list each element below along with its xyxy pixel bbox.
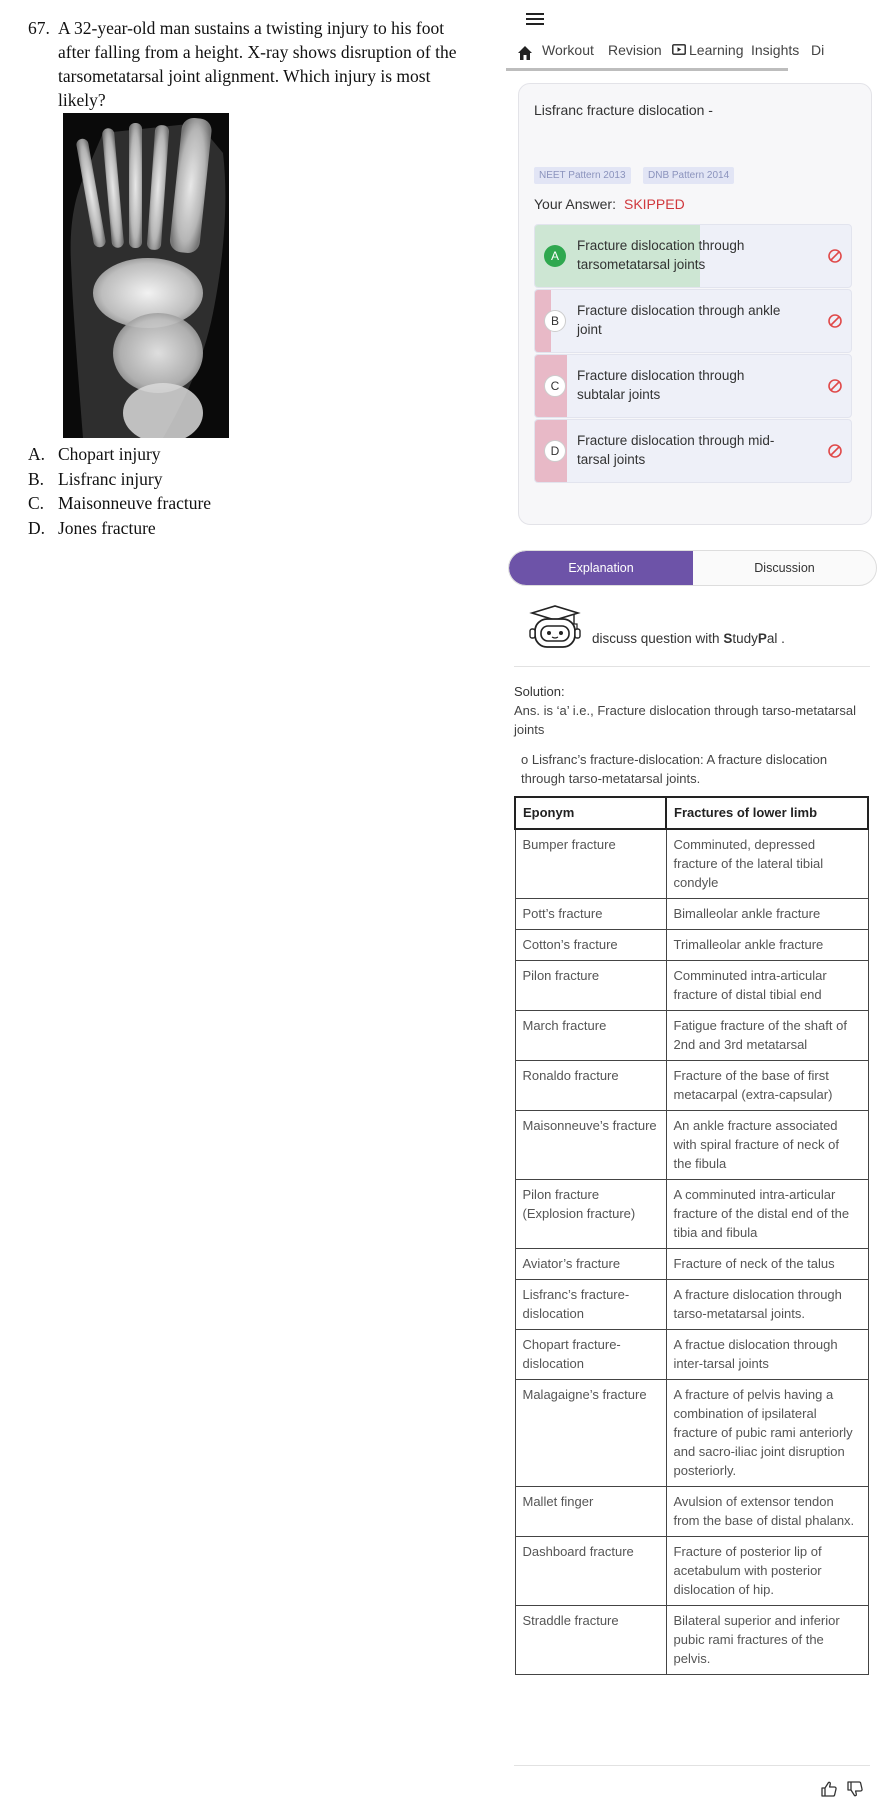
menu-icon[interactable] xyxy=(524,8,546,30)
tag-dnb: DNB Pattern 2014 xyxy=(643,167,734,184)
table-row xyxy=(515,1180,868,1249)
eponym-cell: Pilon fracture (Explosion fracture) xyxy=(515,1180,666,1249)
option-badge: A xyxy=(544,245,566,267)
eponym-cell: Ronaldo fracture xyxy=(515,1061,666,1111)
table-row xyxy=(515,1330,868,1380)
table-row xyxy=(515,961,868,1011)
answer-card xyxy=(518,83,872,525)
table-row xyxy=(515,1061,868,1111)
blocked-icon xyxy=(827,443,843,459)
studypal-text: discuss question with StudyPal . xyxy=(592,631,785,646)
eponym-cell: Pott’s fracture xyxy=(515,899,666,930)
description-cell: Bilateral superior and inferior pubic rami fractures of the pelvis. xyxy=(666,1606,868,1675)
eponym-cell: Pilon fracture xyxy=(515,961,666,1011)
answer-status: SKIPPED xyxy=(623,196,685,212)
answer-option-c[interactable] xyxy=(534,354,852,418)
description-cell: Trimalleolar ankle fracture xyxy=(666,930,868,961)
table-row xyxy=(515,829,868,899)
eponym-cell: Malagaigne’s fracture xyxy=(515,1380,666,1487)
top-nav xyxy=(506,38,877,72)
option-text: Fracture dislocation through subtalar joints xyxy=(577,368,745,402)
tab-revision[interactable]: Revision xyxy=(608,42,662,58)
option-badge: C xyxy=(544,375,566,397)
tab-workout[interactable]: Workout xyxy=(542,42,594,58)
description-cell: A fractue dislocation through inter-tarsal joints xyxy=(666,1330,868,1380)
option-badge: D xyxy=(544,440,566,462)
tag-neet: NEET Pattern 2013 xyxy=(534,167,631,184)
question-text-block xyxy=(28,16,468,112)
table-header-row xyxy=(515,797,868,829)
description-cell: Fracture of neck of the talus xyxy=(666,1249,868,1280)
tab-insights[interactable]: Insights xyxy=(751,42,800,58)
table-row xyxy=(515,1606,868,1675)
robot-graduate-icon xyxy=(526,603,584,651)
table-header: Eponym xyxy=(515,797,666,829)
table-header: Fractures of lower limb xyxy=(666,797,868,829)
tab-explanation[interactable]: Explanation xyxy=(509,551,693,585)
tab-discussion[interactable]: Discussion xyxy=(754,561,815,575)
eponym-cell: Bumper fracture xyxy=(515,829,666,899)
description-cell: A fracture of pelvis having a combination of ipsilateral fracture of pubic rami anteriorly and sacro-iliac joint disruption posteriorly. xyxy=(666,1380,868,1487)
divider xyxy=(514,1765,870,1766)
solution-heading: Solution: xyxy=(514,684,565,699)
tab-learning[interactable]: Learning xyxy=(672,42,744,58)
description-cell: Bimalleolar ankle fracture xyxy=(666,899,868,930)
table-row xyxy=(515,1011,868,1061)
question-option-d: D. Jones fracture xyxy=(28,517,156,538)
answer-option-a[interactable] xyxy=(534,224,852,288)
explanation-tabs xyxy=(508,550,877,586)
description-cell: Fracture of the base of first metacarpal (extra-capsular) xyxy=(666,1061,868,1111)
question-option-a: A. Chopart injury xyxy=(28,444,161,464)
eponym-cell: Straddle fracture xyxy=(515,1606,666,1675)
blocked-icon xyxy=(827,313,843,329)
studypal-link[interactable] xyxy=(526,603,866,653)
option-text: Fracture dislocation through tarsometatarsal joints xyxy=(577,238,745,272)
blocked-icon xyxy=(827,378,843,394)
eponym-cell: Chopart fracture-dislocation xyxy=(515,1330,666,1380)
pattern-tags xyxy=(534,165,742,184)
description-cell: Comminuted intra-articular fracture of distal tibial end xyxy=(666,961,868,1011)
eponym-cell: Lisfranc’s fracture-dislocation xyxy=(515,1280,666,1330)
question-option-c: C. Maisonneuve fracture xyxy=(28,493,212,513)
table-row xyxy=(515,1111,868,1180)
option-text: Fracture dislocation through ankle joint xyxy=(577,303,781,337)
eponym-cell: March fracture xyxy=(515,1011,666,1061)
foot-xray-image xyxy=(63,113,229,438)
nav-active-underline xyxy=(506,68,788,71)
play-screen-icon xyxy=(672,44,686,56)
question-stem: A 32-year-old man sustains a twisting injury to his foot after falling from a height. X-ray shows disruption of the tarsometatarsal joint alignment. Which injury is most likely? xyxy=(58,18,457,110)
answer-option-b[interactable] xyxy=(534,289,852,353)
blocked-icon xyxy=(827,248,843,264)
eponym-cell: Mallet finger xyxy=(515,1487,666,1537)
description-cell: Fatigue fracture of the shaft of 2nd and 3rd metatarsal xyxy=(666,1011,868,1061)
option-text: Fracture dislocation through mid-tarsal joints xyxy=(577,433,775,467)
description-cell: An ankle fracture associated with spiral fracture of neck of the fibula xyxy=(666,1111,868,1180)
table-row xyxy=(515,1537,868,1606)
question-option-b: B. Lisfranc injury xyxy=(28,468,163,489)
answer-panel xyxy=(506,0,877,1814)
table-row xyxy=(515,1280,868,1330)
eponym-cell: Cotton’s fracture xyxy=(515,930,666,961)
solution-block xyxy=(514,682,870,739)
table-row xyxy=(515,1380,868,1487)
description-cell: A comminuted intra-articular fracture of the distal end of the tibia and fibula xyxy=(666,1180,868,1249)
question-number: 67. xyxy=(28,18,50,38)
table-row xyxy=(515,930,868,961)
eponym-table xyxy=(514,796,869,1675)
table-row xyxy=(515,1249,868,1280)
thumbs-up-icon[interactable] xyxy=(820,1780,838,1798)
eponym-cell: Dashboard fracture xyxy=(515,1537,666,1606)
answer-option-d[interactable] xyxy=(534,419,852,483)
option-badge: B xyxy=(544,310,566,332)
description-cell: A fracture dislocation through tarso-metatarsal joints. xyxy=(666,1280,868,1330)
answer-title: Lisfranc fracture dislocation - xyxy=(534,102,713,118)
table-row xyxy=(515,899,868,930)
your-answer: Your Answer: SKIPPED xyxy=(534,196,685,212)
home-icon[interactable] xyxy=(516,44,534,62)
table-row xyxy=(515,1487,868,1537)
solution-answer: Ans. is ‘a’ i.e., Fracture dislocation through tarso-metatarsal joints xyxy=(514,703,856,737)
tab-discussion-truncated[interactable]: Di xyxy=(811,42,825,58)
eponym-cell: Maisonneuve’s fracture xyxy=(515,1111,666,1180)
divider xyxy=(514,666,870,667)
description-cell: Fracture of posterior lip of acetabulum with posterior dislocation of hip. xyxy=(666,1537,868,1606)
description-cell: Comminuted, depressed fracture of the lateral tibial condyle xyxy=(666,829,868,899)
description-cell: Avulsion of extensor tendon from the base of distal phalanx. xyxy=(666,1487,868,1537)
question-options xyxy=(28,442,211,540)
thumbs-down-icon[interactable] xyxy=(846,1780,864,1798)
eponym-cell: Aviator’s fracture xyxy=(515,1249,666,1280)
solution-bullet: o Lisfranc’s fracture-dislocation: A fracture dislocation through tarso-metatarsal joints. xyxy=(521,752,828,786)
